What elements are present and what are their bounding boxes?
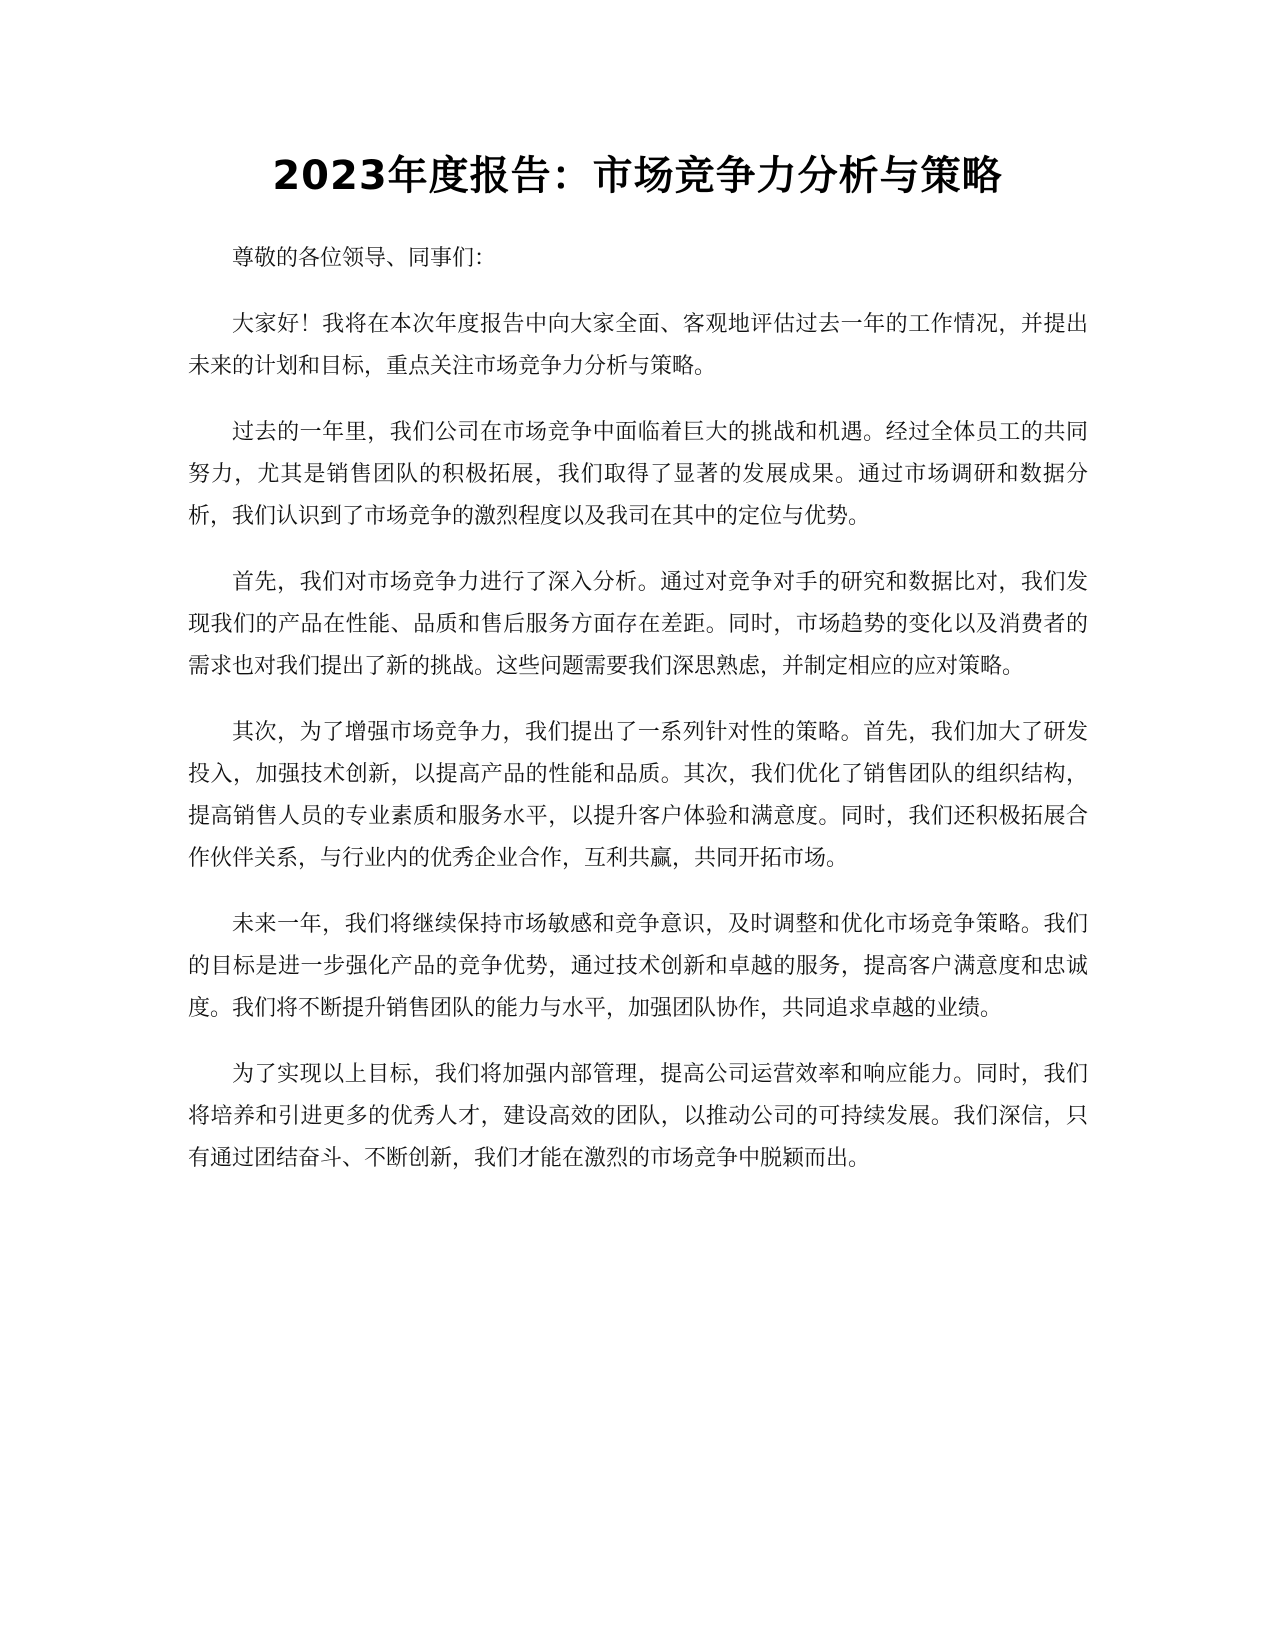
paragraph-introduction: 大家好！我将在本次年度报告中向大家全面、客观地评估过去一年的工作情况，并提出未来的计划和目标，重点关注市场竞争力分析与策略。 bbox=[188, 312, 1088, 379]
paragraph-strategies: 其次，为了增强市场竞争力，我们提出了一系列针对性的策略。首先，我们加大了研发投入，加强技术创新，以提高产品的性能和品质。其次，我们优化了销售团队的组织结构，提高销售人员的专业素质和服务水平，以提升客户体验和满意度。同时，我们还积极拓展合作伙伴关系，与行业内的优秀企业合作，互利共赢，共同开拓市场。 bbox=[188, 720, 1088, 871]
paragraph-future-plan: 未来一年，我们将继续保持市场敏感和竞争意识，及时调整和优化市场竞争策略。我们的目标是进一步强化产品的竞争优势，通过技术创新和卓越的服务，提高客户满意度和忠诚度。我们将不断提升销售团队的能力与水平，加强团队协作，共同追求卓越的业绩。 bbox=[188, 912, 1088, 1021]
paragraph-analysis: 首先，我们对市场竞争力进行了深入分析。通过对竞争对手的研究和数据比对，我们发现我们的产品在性能、品质和售后服务方面存在差距。同时，市场趋势的变化以及消费者的需求也对我们提出了新的挑战。这些问题需要我们深思熟虑，并制定相应的应对策略。 bbox=[188, 570, 1088, 679]
document-title: 2023年度报告：市场竞争力分析与策略 bbox=[272, 153, 1003, 199]
paragraph-past-year: 过去的一年里，我们公司在市场竞争中面临着巨大的挑战和机遇。经过全体员工的共同努力，尤其是销售团队的积极拓展，我们取得了显著的发展成果。通过市场调研和数据分析，我们认识到了市场竞争的激烈程度以及我司在其中的定位与优势。 bbox=[188, 420, 1088, 529]
paragraph-goals: 为了实现以上目标，我们将加强内部管理，提高公司运营效率和响应能力。同时，我们将培养和引进更多的优秀人才，建设高效的团队，以推动公司的可持续发展。我们深信，只有通过团结奋斗、不断创新，我们才能在激烈的市场竞争中脱颖而出。 bbox=[188, 1062, 1088, 1171]
paragraph-salutation: 尊敬的各位领导、同事们： bbox=[232, 246, 497, 271]
document-body bbox=[188, 238, 1088, 1204]
